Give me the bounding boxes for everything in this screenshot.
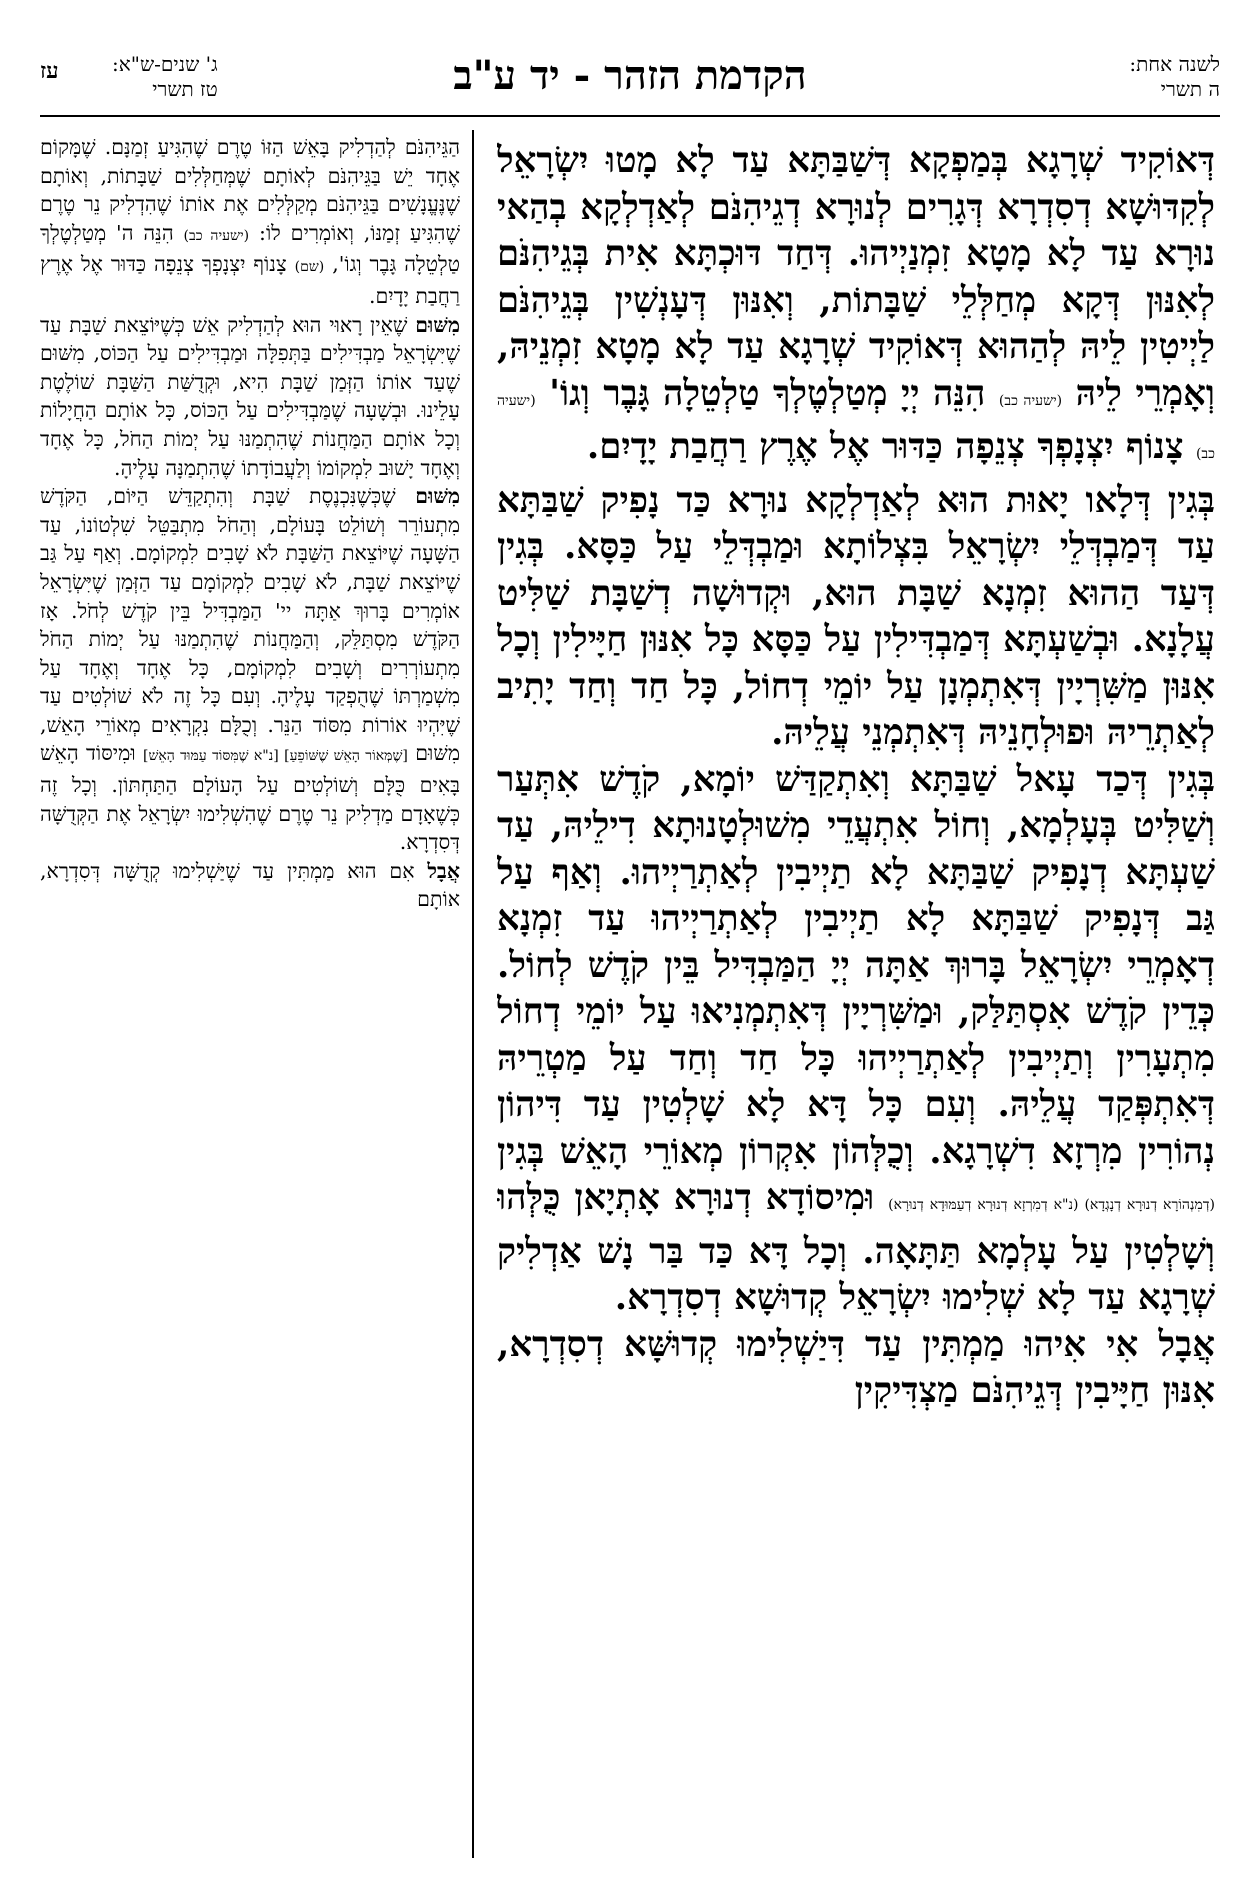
reading-schedule-three-year [112, 52, 218, 102]
source-reference: (ישעיה כב) [183, 227, 250, 244]
alternate-reading: (דְמִנְהוֹרָא דְנוּרָא דְנָגְדָא) (נ"א דְמִרְזָא דְנוּרָא דְעַמּוּדָא דְנוּרָא) [888, 1197, 1215, 1213]
commentary-text-segment: אִם הוּא מַמְתִּין עַד שֶׁיַּשְׁלִימוּ קְדֻשָּׁה דְּסִדְרָא, אוֹתָם [40, 858, 460, 912]
page-header [40, 40, 1220, 117]
alternate-reading: [שֶׁמְּאוֹר הָאֵשׁ שֶׁשּׁוֹפֵעַ] [נ"א שֶׁמִּסּוֹד עַמּוּד הָאֵשׁ] [143, 748, 408, 765]
schedule-one-year-date: ה תשרי [1160, 77, 1220, 101]
commentary-paragraph [40, 857, 460, 914]
page-number: עז [40, 58, 59, 84]
source-reference: (ישעיה כב) [497, 392, 1215, 462]
main-paragraph [497, 478, 1215, 757]
schedule-three-year-label: ג' שנים-ש"א: [112, 52, 218, 76]
main-paragraph [497, 757, 1215, 1322]
commentary-paragraph [40, 133, 460, 311]
column-divider [472, 130, 474, 1858]
paragraph-lead-word: אֲבָל [1158, 1323, 1215, 1365]
source-reference: (שם) [294, 259, 325, 276]
commentary-text-segment: צָנוֹף יִצְנָפְךָ צְנֵפָה כַּדּוּר אֶל אֶרֶץ רַחֲבַת יָדָיִם. [40, 252, 460, 308]
main-text-segment: צָנוֹף יִצְנָפְךָ צְנֵפָה כַּדּוּר אֶל אֶרֶץ רַחֲבַת יָדָיִם. [586, 426, 1184, 467]
main-text-segment: הִנֵּה יְיָ מְטַלְטֶלְךָ טַלְטֵלָה גָּבֶר וְגוֹ' [549, 372, 986, 414]
main-text-segment: בְּגִין דְּלָאו יָאוּת הוּא לְאַדְלְקָא נוּרָא כַּד נָפִיק שַׁבַּתָּא עַד דְּמַבְדְּלֵי יִשְׂרָאֵל בִּצְלוֹתָא וּמַבְדְּלֵי עַל כַּסָּא. בְּגִין דְּעַד הַהוּא זִמְנָא שַׁבָּת הוּא, וּקְדוּשָׁה דְשַׁבָּת שַׁלִּיט עֲלָנָא. וּבְשַׁעְתָּא דְּמַבְדִּילִין עַל כַּסָּא כָּל אִנּוּן חַיָּילִין וְכָל אִנּוּן מַשִּׁרְיָין דְּאִתְמְנָן עַל יוֹמֵי דְחוֹל, כָּל חַד וְחַד יָתִיב לְאַתְרֵיהּ וּפוּלְחָנֵיהּ דְּאִתְמְנֵי עֲלֵיהּ. [497, 479, 1215, 753]
commentary-text-segment: שֶׁאֵין רָאוּי הוּא לְהַדְלִיק אֵשׁ כְּשֶׁיּוֹצֵאת שַׁבָּת עַד שֶׁיִּשְׂרָאֵל מַבְדִּילִים בַּתְּפִלָּה וּמַבְדִּילִים עַל הַכּוֹס, מִשּׁוּם שֶׁעַד אוֹתוֹ הַזְּמַן שַׁבָּת הִיא, וּקְדֻשַּׁת הַשַּׁבָּת שׁוֹלֶטֶת עָלֵינוּ. וּבְשָׁעָה שֶׁמַּבְדִּילִים עַל הַכּוֹס, כָּל אוֹתָם הַחֲיָלוֹת וְכָל אוֹתָם הַמַּחֲנוֹת שֶׁהִתְמַנּוּ עַל יְמוֹת הַחֹל, כָּל אֶחָד וְאֶחָד יָשׁוּב לִמְקוֹמוֹ וְלַעֲבוֹדָתוֹ שֶׁהִתְמַנָּה עָלֶיהָ. [40, 312, 460, 480]
paragraph-lead-word: מִשּׁוּם [415, 312, 460, 337]
schedule-three-year-date: טז תשרי [152, 77, 218, 101]
commentary-text-segment: שֶׁכְּשֶׁנִּכְנֶסֶת שַׁבָּת וְהִתְקַדֵּשׁ הַיּוֹם, הַקֹּדֶשׁ מִתְעוֹרֵר וְשׁוֹלֵט בָּעוֹלָם, וְהַחֹל מִתְבַּטֵּל שִׁלְטוֹנוֹ, עַד הַשָּׁעָה שֶׁיּוֹצֵאת הַשַּׁבָּת לֹא שָׁבִים לִמְקוֹמָם. וְאַף עַל גַּב שֶׁיּוֹצֵאת שַׁבָּת, לֹא שָׁבִים לִמְקוֹמָם עַד הַזְּמַן שֶׁיִּשְׂרָאֵל אוֹמְרִים בָּרוּךְ אַתָּה יי' הַמַּבְדִּיל בֵּין קֹדֶשׁ לְחֹל. אָז הַקֹּדֶשׁ מִסְתַּלֵּק, וְהַמַּחֲנוֹת שֶׁהִתְמַנּוּ עַל יְמוֹת הַחֹל מִתְעוֹרְרִים וְשָׁבִים לִמְקוֹמָם, כָּל אֶחָד וְאֶחָד עַל מִשְׁמַרְתּוֹ שֶׁהֻפְקַד עָלֶיהָ. וְעִם כָּל זֶה לֹא שׁוֹלְטִים עַד שֶׁיִּהְיוּ אוֹרוֹת מִסּוֹד הַנֵּר. וְכֻלָּם נִקְרָאִים מְאוֹרֵי הָאֵשׁ, מִשּׁוּם [40, 484, 460, 766]
commentary-paragraph [40, 482, 460, 857]
commentary-text-segment: הַגֵּיהִנֹּם לְהַדְלִיק בָּאֵשׁ הַזּוֹ טֶרֶם שֶׁהִגִּיעַ זְמַנָּם. שֶׁמָּקוֹם אֶחָד יֵשׁ בַּגֵּיהִנֹּם לְאוֹתָם שֶׁמְּחַלְּלִים שַׁבָּתוֹת, וְאוֹתָם שֶׁנֶּעֱנָשִׁים בַּגֵּיהִנֹּם מְקַלְּלִים אֶת אוֹתוֹ שֶׁהִדְלִיק נֵר טֶרֶם שֶׁהִגִּיעַ זְמַנּוֹ, וְאוֹמְרִים לוֹ: [40, 135, 460, 245]
translation-commentary [40, 133, 460, 1858]
main-text-segment: וּמִיסוֹדָא דְנוּרָא אָתְיָאן כֻּלְּהוּ וְשָׁלְטִין עַל עָלְמָא תַּתָּאָה. וְכָל דָּא כַּד בַּר נָשׁ אַדְלִיק שְׁרָגָא עַד לָא שְׁלִימוּ יִשְׂרָאֵל קְדוּשָׁא דְסִדְרָא. [497, 1177, 1215, 1318]
commentary-paragraph [40, 311, 460, 483]
main-paragraph [497, 1322, 1215, 1415]
zohar-main-text [497, 138, 1215, 1858]
main-text-segment: בְּגִין דְּכַד עָאל שַׁבַּתָּא וְאִתְקַדַּשׁ יוֹמָא, קֹדֶשׁ אִתְּעַר וְשַׁלִּיט בְּעָלְמָא, וְחוֹל אִתְעֲדֵי מִשׁוּלְטָנוּתָא דִילֵיהּ, עַד שַׁעְתָּא דְנָפִיק שַׁבַּתָּא לָא תַיְיבִין לְאַתְרַיְיהוּ. וְאַף עַל גַּב דְּנָפִיק שַׁבַּתָּא לָא תַיְיבִין לְאַתְרַיְיהוּ עַד זִמְנָא דְאָמְרֵי יִשְׂרָאֵל בָּרוּךְ אַתָּה יְיָ הַמַּבְדִּיל בֵּין קֹדֶשׁ לְחוֹל. כְּדֵין קֹדֶשׁ אִסְתַּלַּק, וּמַשִּׁרְיָין דְּאִתְמְנִיאוּ עַל יוֹמֵי דְחוֹל מִתְעָרִין וְתַיְיבִין לְאַתְרַיְיהוּ כָּל חַד וְחַד עַל מַטְרֵיהּ דְּאִתְפְּקַד עֲלֵיהּ. וְעִם כָּל דָּא לָא שָׁלְטִין עַד דִּיהוֹן נְהוֹרִין מִרְזָא דִשְׁרָגָא. וְכֻלְּהוֹן אִקְרוֹן מְאוֹרֵי הָאֵשׁ בְּגִין [497, 758, 1215, 1172]
main-text-segment: אִי אִיהוּ מַמְתִּין עַד דִּיַשְׁלִימוּ קְדוּשָּׁא דְסִדְרָא, אִנּוּן חַיָּיבִין דְּגֵיהִנֹּם מַצְדִּיקִין [497, 1323, 1215, 1411]
source-reference: (ישעיה כב) [998, 392, 1063, 409]
schedule-one-year-label: לשנה אחת: [1129, 52, 1220, 76]
main-paragraph [497, 138, 1215, 478]
paragraph-lead-word: מִשּׁוּם [415, 484, 460, 509]
commentary-text-segment: וּמִיסּוֹד הָאֵשׁ בָּאִים כֻּלָּם וְשׁוֹלְטִים עַל הָעוֹלָם הַתַּחְתּוֹן. וְכָל זֶה כְּשֶׁאָדָם מַדְלִיק נֵר טֶרֶם שֶׁהִשְׁלִימוּ יִשְׂרָאֵל אֶת הַקְּדֻשָּׁה דְּסִדְרָא. [40, 741, 460, 855]
commentary-text-segment: הִנֵּה ה' מְטַלְטֶלְךָ טַלְטֵלָה גָּבֶר וְגוֹ', [40, 220, 460, 277]
main-text-segment: דְּאוֹקִיד שְׁרָגָא בְּמַפְקָא דְּשַׁבַּתָּא עַד לָא מָטוּ יִשְׂרָאֵל לְקִדּוּשָׁא דְסִדְרָא דְּגָרִים לְנוּרָא דְגֵיהִנֹּם לְאַדְלְקָא בְהַאי נוּרָא עַד לָא מָטָא זִמְנַיְיהוּ. דְּחַד דּוּכְתָּא אִית בְּגֵיהִנֹּם לְאִנּוּן דְּקָא מְחַלְּלֵי שַׁבָּתוֹת, וְאִנּוּן דְּעָנְשִׁין בְּגֵיהִנֹּם לַיְיטִין לֵיהּ לְהַהוּא דְּאוֹקִיד שְׁרָגָא עַד לָא מָטָא זִמְנֵיהּ, וְאָמְרֵי לֵיהּ [497, 140, 1215, 414]
paragraph-lead-word: אֲבָל [427, 858, 460, 883]
page-title: הקדמת הזהר - יד ע"ב [453, 52, 807, 99]
